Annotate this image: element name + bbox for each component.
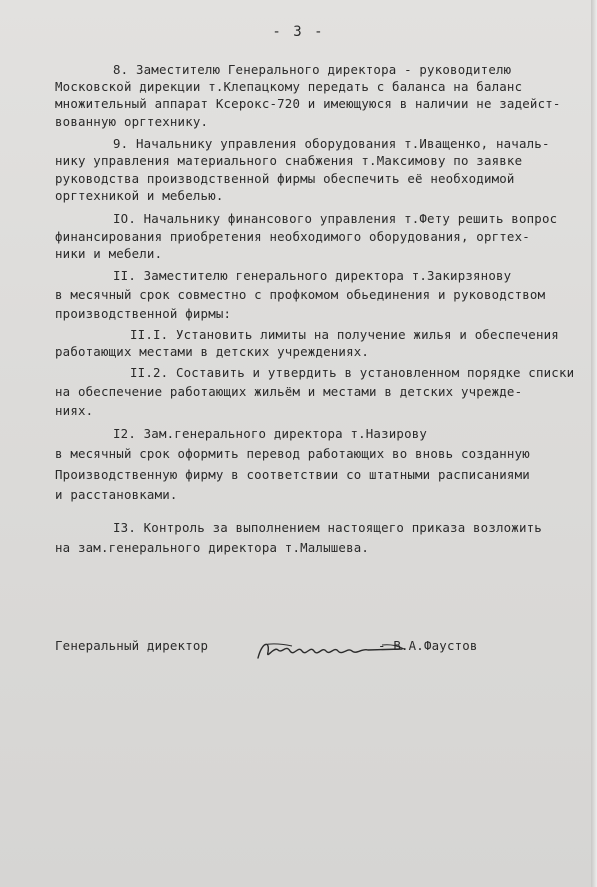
- page-number: - 3 -: [272, 24, 325, 40]
- paragraph-11-1-line-1: II.I. Установить лимиты на получение жилья и обеспечения: [130, 327, 559, 342]
- paragraph-11-line-1: II. Заместителю генерального директора т.Закирзянову: [113, 268, 512, 283]
- paragraph-9-line-1: 9. Начальнику управления оборудования т.Иващенко, началь-: [113, 136, 550, 151]
- paragraph-12-line-2: в месячный срок оформить перевод работающих во вновь созданную: [55, 446, 530, 461]
- paragraph-10-line-3: ники и мебели.: [55, 246, 163, 261]
- paragraph-12-line-4: и расстановками.: [55, 487, 178, 502]
- paragraph-12-line-3: Производственную фирму в соответствии со штатными расписаниями: [55, 467, 530, 482]
- paragraph-11-2-line-3: ниях.: [55, 403, 94, 418]
- paragraph-10-line-1: IO. Начальнику финансового управления т.Фету решить вопрос: [113, 211, 558, 226]
- signature-name: - В.А.Фаустов: [378, 638, 478, 653]
- paragraph-9-line-4: оргтехникой и мебелью.: [55, 188, 224, 203]
- signature-title: Генеральный директор: [55, 638, 209, 653]
- paragraph-11-1-line-2: работающих местами в детских учреждениях.: [55, 344, 370, 359]
- paragraph-11-2-line-2: на обеспечение работающих жильём и местами в детских учрежде-: [55, 384, 523, 399]
- paragraph-8-line-3: множительный аппарат Ксерокс-720 и имеющуюся в наличии не задейст-: [55, 96, 561, 111]
- paragraph-11-2-line-1: II.2. Составить и утвердить в установленном порядке списки: [130, 365, 575, 380]
- paragraph-11-line-2: в месячный срок совместно с профкомом обьединения и руководством: [55, 287, 546, 302]
- paragraph-12-line-1: I2. Зам.генерального директора т.Назирову: [113, 426, 428, 441]
- paragraph-8-line-1: 8. Заместителю Генерального директора - руководителю: [113, 62, 512, 77]
- paragraph-13-line-2: на зам.генерального директора т.Малышева.: [55, 540, 370, 555]
- paragraph-8-line-4: вованную оргтехнику.: [55, 114, 209, 129]
- paragraph-9-line-3: руководства производственной фирмы обеспечить её необходимой: [55, 171, 515, 186]
- paragraph-11-line-3: производственной фирмы:: [55, 306, 232, 321]
- paragraph-13-line-1: I3. Контроль за выполнением настоящего приказа возложить: [113, 520, 542, 535]
- paragraph-10-line-2: финансирования приобретения необходимого оборудования, оргтех-: [55, 229, 530, 244]
- paragraph-8-line-2: Московской дирекции т.Клепацкому передать с баланса на баланс: [55, 79, 523, 94]
- paragraph-9-line-2: нику управления материального снабжения т.Максимову по заявке: [55, 153, 523, 168]
